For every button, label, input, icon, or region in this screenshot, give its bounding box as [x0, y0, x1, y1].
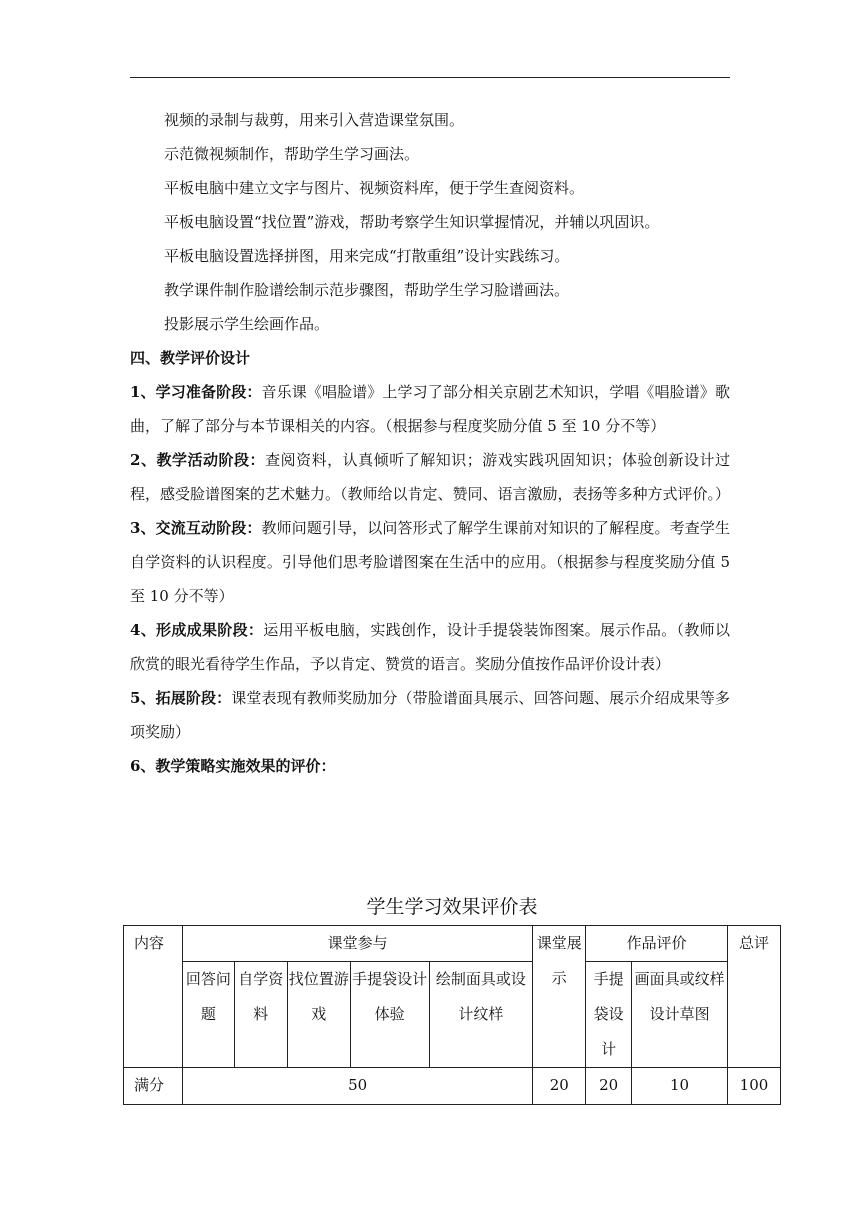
sub-mask-draw: 绘制面具或设计纹样 — [429, 962, 533, 1068]
evaluation-item — [130, 681, 730, 749]
evaluation-item — [130, 749, 730, 783]
text-line: 示范微视频制作，帮助学生学习画法。 — [164, 145, 420, 163]
section-heading: 四、教学评价设计 — [130, 349, 251, 367]
text-line: 视频的录制与裁剪，用来引入营造课堂氛围。 — [164, 111, 465, 129]
item-label: 5、拓展阶段： — [130, 689, 232, 707]
text-line: 教学课件制作脸谱绘制示范步骤图，帮助学生学习脸谱画法。 — [164, 281, 570, 299]
sub-bag-works: 手提袋设计 — [586, 962, 632, 1068]
item-text: 课堂表现有教师奖励加分（带脸谱面具展示、回答问题、展示介绍成果等多项奖励） — [130, 689, 730, 741]
text-line: 平板电脑设置选择拼图，用来完成“打散重组”设计实践练习。 — [164, 247, 570, 265]
table-title: 学生学习效果评价表 — [366, 896, 538, 918]
item-text: 教师问题引导，以问答形式了解学生课前对知识的了解程度。考查学生自学资料的认识程度。引导他们思考脸谱图案在生活中的应用。（根据参与程度奖励分值 5 至 10 分不等） — [130, 519, 730, 605]
item-text: 音乐课《唱脸谱》上学习了部分相关京剧艺术知识，学唱《唱脸谱》歌曲，了解了部分与本节课相关的内容。（根据参与程度奖励分值 5 至 10 分不等） — [130, 383, 730, 435]
show-score: 20 — [533, 1068, 586, 1105]
header-content: 内容 — [124, 926, 183, 1068]
header-total: 总评 — [727, 926, 780, 1068]
item-text: 查阅资料，认真倾听了解知识；游戏实践巩固知识；体验创新设计过程，感受脸谱图案的艺术魅力。（教师给以肯定、赞同、语言激励，表扬等多种方式评价。） — [130, 451, 731, 503]
text-line: 平板电脑设置“找位置”游戏，帮助考察学生知识掌握情况，并辅以巩固识。 — [164, 213, 660, 231]
sub-find-game: 找位置游戏 — [287, 962, 350, 1068]
sub-bag-design: 手提袋设计体验 — [350, 962, 429, 1068]
item-label: 4、形成成果阶段： — [130, 621, 264, 639]
header-rule — [130, 77, 730, 78]
sub-answer: 回答问题 — [182, 962, 234, 1068]
header-works: 作品评价 — [586, 926, 728, 962]
bag-score: 20 — [586, 1068, 632, 1105]
item-label: 1、学习准备阶段： — [130, 383, 262, 401]
header-show: 课堂展示 — [533, 926, 586, 1068]
sub-self-study: 自学资料 — [234, 962, 287, 1068]
text-line: 平板电脑中建立文字与图片、视频资料库，便于学生查阅资料。 — [164, 179, 585, 197]
total-score: 100 — [727, 1068, 780, 1105]
item-label: 6、教学策略实施效果的评价： — [130, 757, 336, 775]
body-text — [130, 103, 730, 783]
table-subheader-row — [124, 962, 781, 1068]
evaluation-item — [130, 375, 730, 443]
evaluation-table — [123, 925, 781, 1105]
item-text: 运用平板电脑，实践创作，设计手提袋装饰图案。展示作品。（教师以欣赏的眼光看待学生作品，予以肯定、赞赏的语言。奖励分值按作品评价设计表） — [130, 621, 730, 673]
table-header-row — [124, 926, 781, 962]
evaluation-item — [130, 613, 730, 681]
text-line: 投影展示学生绘画作品。 — [164, 315, 330, 333]
evaluation-item — [130, 511, 730, 613]
table-row — [124, 1068, 781, 1105]
item-label: 3、交流互动阶段： — [130, 519, 262, 537]
row-label: 满分 — [124, 1068, 183, 1105]
participation-score: 50 — [182, 1068, 532, 1105]
evaluation-item — [130, 443, 730, 511]
mask-score: 10 — [632, 1068, 728, 1105]
header-participation: 课堂参与 — [182, 926, 532, 962]
sub-mask-sketch: 画面具或纹样设计草图 — [632, 962, 728, 1068]
item-label: 2、教学活动阶段： — [130, 451, 266, 469]
